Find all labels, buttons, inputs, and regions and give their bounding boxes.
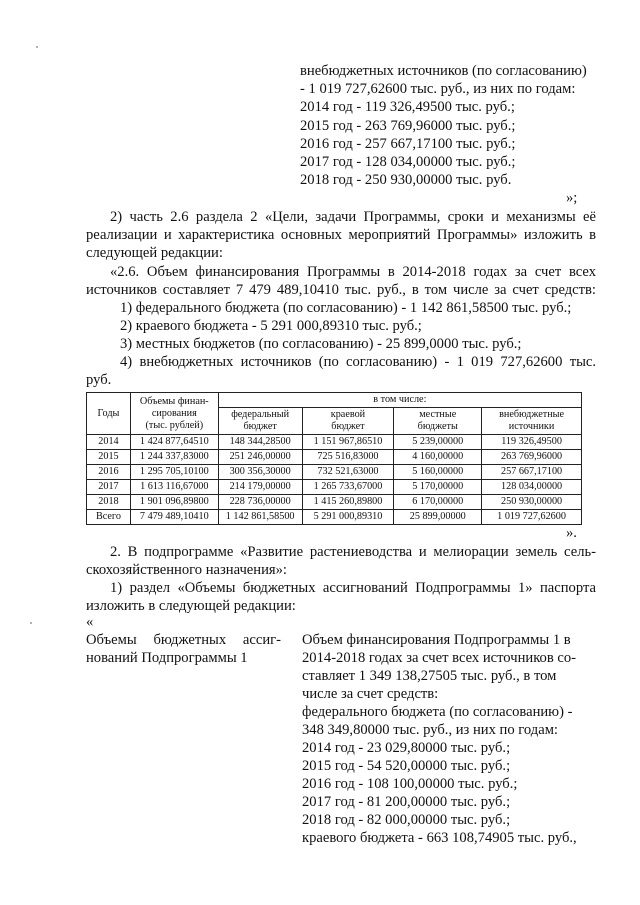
table-cell: 1 142 861,58500 [218,510,302,525]
header-line: источники [508,421,555,432]
top-line: 2015 год - 263 769,96000 тыс. руб.; [300,118,516,134]
section26-line: источников составляет 7 479 489,10410 тыс. руб., в том числе за счет средств: [86,282,596,298]
part2-line: скохозяйственного назначения»: [86,562,287,578]
table-cell: 1 151 967,86510 [302,435,394,450]
table-cell: 1 295 705,10100 [130,465,218,480]
top-line: 2014 год - 119 326,49500 тыс. руб.; [300,99,515,115]
header-total-line: (тыс. рублей) [145,419,204,431]
passport-right-line: 348 349,80000 тыс. руб., из них по годам: [302,722,558,738]
table-cell: 1 415 260,89800 [302,495,394,510]
table-cell: 2018 [87,495,131,510]
table-cell: 2014 [87,435,131,450]
closing-quote: »; [566,190,578,206]
passport-right-line: ставляет 1 349 138,27505 тыс. руб., в том [302,668,557,684]
table-cell: 6 170,00000 [394,495,482,510]
table-cell: 148 344,28500 [218,435,302,450]
header-line: бюджет [331,421,365,432]
table-cell: 725 516,83000 [302,450,394,465]
table-cell: 263 769,96000 [482,450,582,465]
part2-line: 2. В подпрограмме «Развитие растениеводства и мелиорации земель сель- [110,544,596,560]
table-row-total [87,510,582,525]
table-cell: 251 246,00000 [218,450,302,465]
passport-right-line: Объем финансирования Подпрограммы 1 в [302,632,571,648]
funding-source: 4) внебюджетных источников (по согласованию) - 1 019 727,62600 тыс. [120,354,596,370]
section26-line: «2.6. Объем финансирования Программы в 2014-2018 годах за счет всех [110,264,596,280]
part2-line: изложить в следующей редакции: [86,598,296,614]
table-cell: 128 034,00000 [482,480,582,495]
table-cell: 257 667,17100 [482,465,582,480]
passport-left [86,631,281,667]
table-cell: 1 424 877,64510 [130,435,218,450]
table-row [87,465,582,480]
table-row [87,450,582,465]
passport-right-line: 2016 год - 108 100,00000 тыс. руб.; [302,776,518,792]
table-cell: 1 901 096,89800 [130,495,218,510]
header-line: местные [419,409,457,420]
header-local [394,408,482,435]
passport-right-line: федерального бюджета (по согласованию) - [302,704,573,720]
header-federal [218,408,302,435]
passport-right-line: краевого бюджета - 663 108,74905 тыс. руб., [302,830,577,846]
top-line: 2017 год - 128 034,00000 тыс. руб.; [300,154,516,170]
header-line: внебюджетные [499,409,565,420]
table-cell: 25 899,00000 [394,510,482,525]
table-cell: 250 930,00000 [482,495,582,510]
header-regional [302,408,394,435]
header-line: федеральный [231,409,290,420]
top-line: 2016 год - 257 667,17100 тыс. руб.; [300,136,516,152]
passport-right-line: 2014 год - 23 029,80000 тыс. руб.; [302,740,511,756]
item2-line: реализации и характеристика основных мероприятий Программы» изложить в [86,227,596,243]
table-row [87,480,582,495]
table-cell: 119 326,49500 [482,435,582,450]
table-cell: 2017 [87,480,131,495]
table-cell: 5 160,00000 [394,465,482,480]
passport-right-line: 2018 год - 82 000,00000 тыс. руб.; [302,812,511,828]
funding-source: 2) краевого бюджета - 5 291 000,89310 тыс. руб.; [120,318,422,334]
passport-left-line: Объемы бюджетных ассиг- [86,632,281,648]
opening-quote: « [86,614,94,630]
table-cell: Всего [87,510,131,525]
funding-source: 1) федерального бюджета (по согласованию) - 1 142 861,58500 тыс. руб.; [120,300,572,316]
header-line: бюджеты [417,421,458,432]
passport-right-line: 2017 год - 81 200,00000 тыс. руб.; [302,794,511,810]
table-cell: 300 356,30000 [218,465,302,480]
scan-speck [30,622,32,624]
passport-right-line: числе за счет средств: [302,686,439,702]
header-years: Годы [87,393,131,435]
section26-tail: руб. [86,372,112,388]
table-cell: 1 244 337,83000 [130,450,218,465]
table-row [87,435,582,450]
top-line: - 1 019 727,62600 тыс. руб., из них по годам: [300,81,576,97]
table-cell: 5 291 000,89310 [302,510,394,525]
scan-speck [36,46,38,48]
table-cell: 1 019 727,62600 [482,510,582,525]
passport-right [302,631,594,847]
table-cell: 7 479 489,10410 [130,510,218,525]
financing-table [86,392,582,525]
table-cell: 228 736,00000 [218,495,302,510]
table-cell: 732 521,63000 [302,465,394,480]
header-total [130,393,218,435]
item2-line: следующей редакции: [86,245,223,261]
header-line: бюджет [243,421,277,432]
header-extrabudget [482,408,582,435]
header-total-line: сирования [151,407,197,419]
table-cell: 5 239,00000 [394,435,482,450]
passport-left-line: нований Подпрограммы 1 [86,650,248,666]
table-cell: 2016 [87,465,131,480]
table-cell: 1 265 733,67000 [302,480,394,495]
passport-right-line: 2014-2018 годах за счет всех источников со- [302,650,577,666]
table-cell: 5 170,00000 [394,480,482,495]
passport-right-line: 2015 год - 54 520,00000 тыс. руб.; [302,758,511,774]
table-cell: 214 179,00000 [218,480,302,495]
item2-line: 2) часть 2.6 раздела 2 «Цели, задачи Программы, сроки и механизмы её [110,209,596,225]
table-cell: 4 160,00000 [394,450,482,465]
closing-quote: ». [566,525,577,541]
table-cell: 2015 [87,450,131,465]
header-line: краевой [330,409,366,420]
top-line: внебюджетных источников (по согласованию) [300,63,587,79]
part2-line: 1) раздел «Объемы бюджетных ассигнований Подпрограммы 1» паспорта [110,580,596,596]
top-line: 2018 год - 250 930,00000 тыс. руб. [300,172,512,188]
header-total-line: Объемы финан- [139,395,209,407]
table-cell: 1 613 116,67000 [130,480,218,495]
funding-source: 3) местных бюджетов (по согласованию) - 25 899,0000 тыс. руб.; [120,336,522,352]
header-group: в том числе: [218,393,581,408]
table-row [87,495,582,510]
